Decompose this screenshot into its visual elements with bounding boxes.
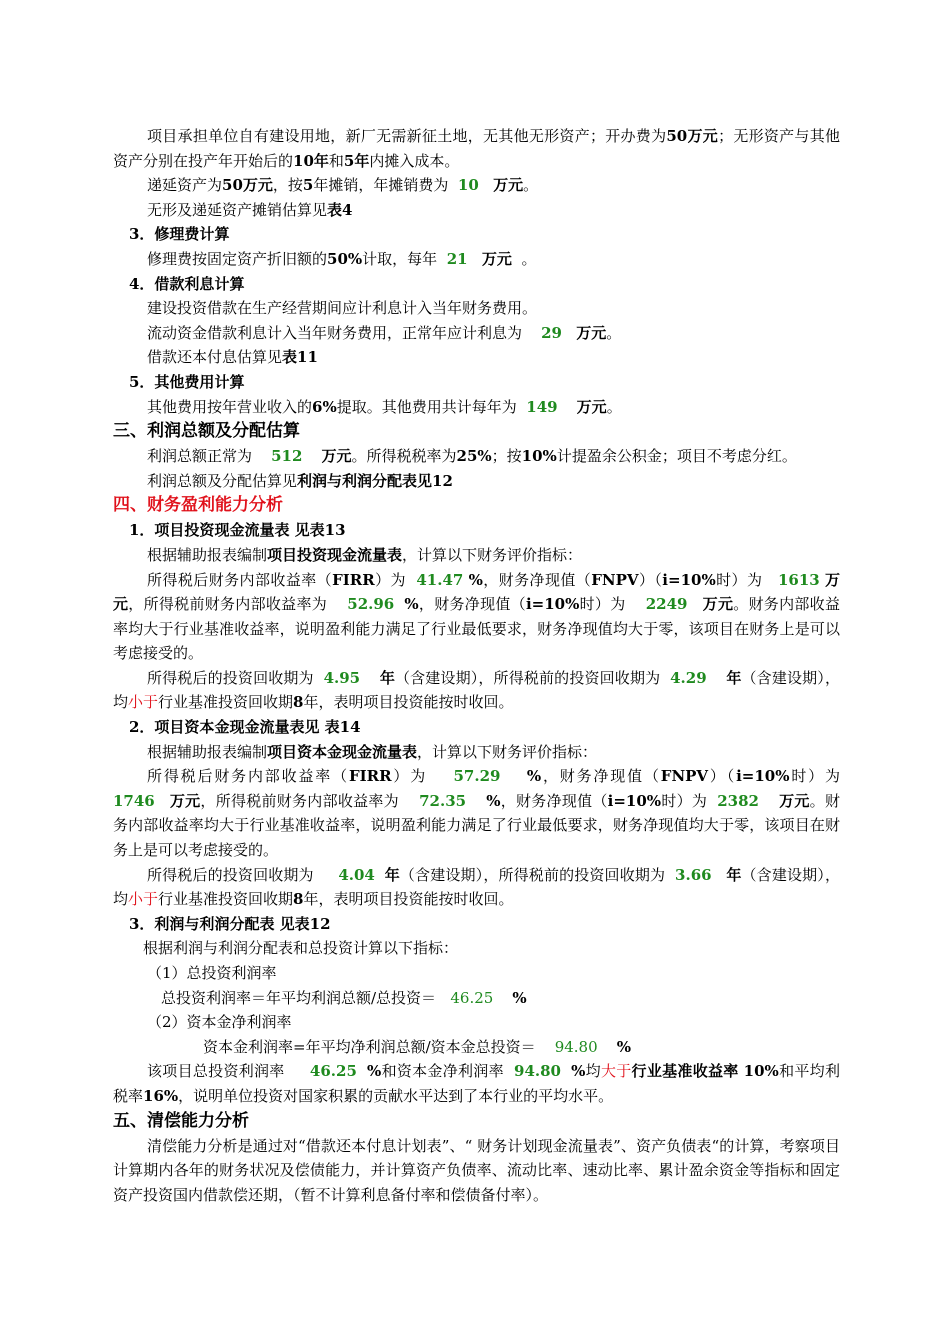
section-heading-solvency: 五、清偿能力分析 bbox=[113, 1110, 249, 1131]
heading-profit-distribution: 3．利润与利润分配表 见表12 bbox=[129, 914, 331, 933]
heading-other-cost: 5．其他费用计算 bbox=[129, 372, 245, 391]
heading-project-cashflow: 1．项目投资现金流量表 见表13 bbox=[129, 521, 346, 540]
paragraph-indicators-intro: 根据利润与利润分配表和总投资计算以下指标： bbox=[143, 939, 459, 958]
paragraph-project-payback: 所得税后的投资回收期为 4.95 年（含建设期），所得税前的投资回收期为 4.29 年（含建设期），均小于行业基准投资回收期8年，表明项目投资能按时收回。 bbox=[113, 668, 840, 712]
heading-equity-cashflow: 2．项目资本金现金流量表见 表14 bbox=[129, 718, 361, 737]
paragraph-project-irr-npv: 所得税后财务内部收益率（FIRR）为 41.47 %，财务净现值（FNPV）（i=10%时）为 1613 万元，所得税前财务内部收益率为 52.96 %，财务净现值（i=10%时）为 2249 万元。财务内部收益率均大于行业基准收益率，说明盈利能力满足了行业最低要求，财务净现值均大于零，该项目在财务上是可以考虑接受的。 bbox=[113, 570, 840, 663]
paragraph-other-cost: 其他费用按年营业收入的6%提取。其他费用共计每年为 149 万元。 bbox=[147, 397, 622, 416]
paragraph-roe-formula: 资本金利润率=年平均净利润总额/资本金总投资＝ 94.80 % bbox=[203, 1037, 631, 1056]
paragraph-roi-formula: 总投资利润率＝年平均利润总额/总投资＝ 46.25 % bbox=[161, 988, 527, 1007]
paragraph-project-cashflow-intro: 根据辅助报表编制项目投资现金流量表，计算以下财务评价指标： bbox=[147, 545, 583, 564]
paragraph-repair-cost: 修理费按固定资产折旧额的50%计取，每年 21 万元 。 bbox=[147, 249, 537, 268]
paragraph-deferred-assets: 递延资产为50万元，按5年摊销，年摊销费为 10 万元。 bbox=[147, 176, 539, 195]
section-heading-profit: 三、利润总额及分配估算 bbox=[113, 421, 300, 442]
paragraph-intangible-assets: 项目承担单位自有建设用地，新厂无需新征土地，无其他无形资产；开办费为50万元；无形资产与其他资产分别在投产年开始后的10年和5年内摊入成本。 bbox=[113, 127, 840, 170]
paragraph-total-profit: 利润总额正常为 512 万元。所得税税率为25%；按10%计提盈余公积金；项目不考虑分红。 bbox=[147, 447, 797, 466]
paragraph-equity-cashflow-intro: 根据辅助报表编制项目资本金现金流量表，计算以下财务评价指标： bbox=[147, 742, 598, 761]
paragraph-equity-payback: 所得税后的投资回收期为 4.04 年（含建设期），所得税前的投资回收期为 3.66 年（含建设期），均小于行业基准投资回收期8年，表明项目投资能按时收回。 bbox=[113, 865, 840, 909]
paragraph-amortization-ref: 无形及递延资产摊销估算见表4 bbox=[147, 200, 353, 219]
paragraph-construction-loan: 建设投资借款在生产经营期间应计利息计入当年财务费用。 bbox=[147, 299, 538, 318]
paragraph-roe-label: （2）资本金净利润率 bbox=[147, 1013, 292, 1032]
paragraph-profit-ref: 利润总额及分配估算见利润与利润分配表见12 bbox=[147, 471, 453, 490]
section-heading-profitability: 四、财务盈利能力分析 bbox=[113, 495, 283, 516]
paragraph-equity-irr-npv: 所得税后财务内部收益率（FIRR）为 57.29 %，财务净现值（FNPV）（i=10%时）为 1746 万元，所得税前财务内部收益率为 72.35 %，财务净现值（i=10%时）为 2382 万元。财务内部收益率均大于行业基准收益率，说明盈利能力满足了行业最低要求，财务净现值均大于零，该项目在财务上是可以考虑接受的。 bbox=[113, 767, 840, 860]
paragraph-solvency: 清偿能力分析是通过对“借款还本付息计划表”、“ 财务计划现金流量表”、资产负债表“的计算，考察项目计算期内各年的财务状况及偿债能力，并计算资产负债率、流动比率、速动比率、累计盈余资金等指标和固定资产投资国内借款偿还期，（暂不计算利息备付率和偿债备付率）。 bbox=[113, 1136, 840, 1204]
heading-loan-interest: 4．借款利息计算 bbox=[129, 274, 245, 293]
paragraph-roi-conclusion: 该项目总投资利润率 46.25 %和资本金净利润率 94.80 %均大于行业基准收益率 10%和平均利税率16%，说明单位投资对国家积累的贡献水平达到了本行业的平均水平。 bbox=[113, 1062, 840, 1105]
paragraph-repayment-ref: 借款还本付息估算见表11 bbox=[147, 348, 318, 367]
document-body bbox=[113, 124, 840, 1207]
paragraph-working-capital-loan: 流动资金借款利息计入当年财务费用，正常年应计利息为 29 万元。 bbox=[147, 323, 622, 342]
heading-repair-cost: 3．修理费计算 bbox=[129, 225, 230, 244]
paragraph-roi-label: （1）总投资利润率 bbox=[147, 964, 277, 982]
